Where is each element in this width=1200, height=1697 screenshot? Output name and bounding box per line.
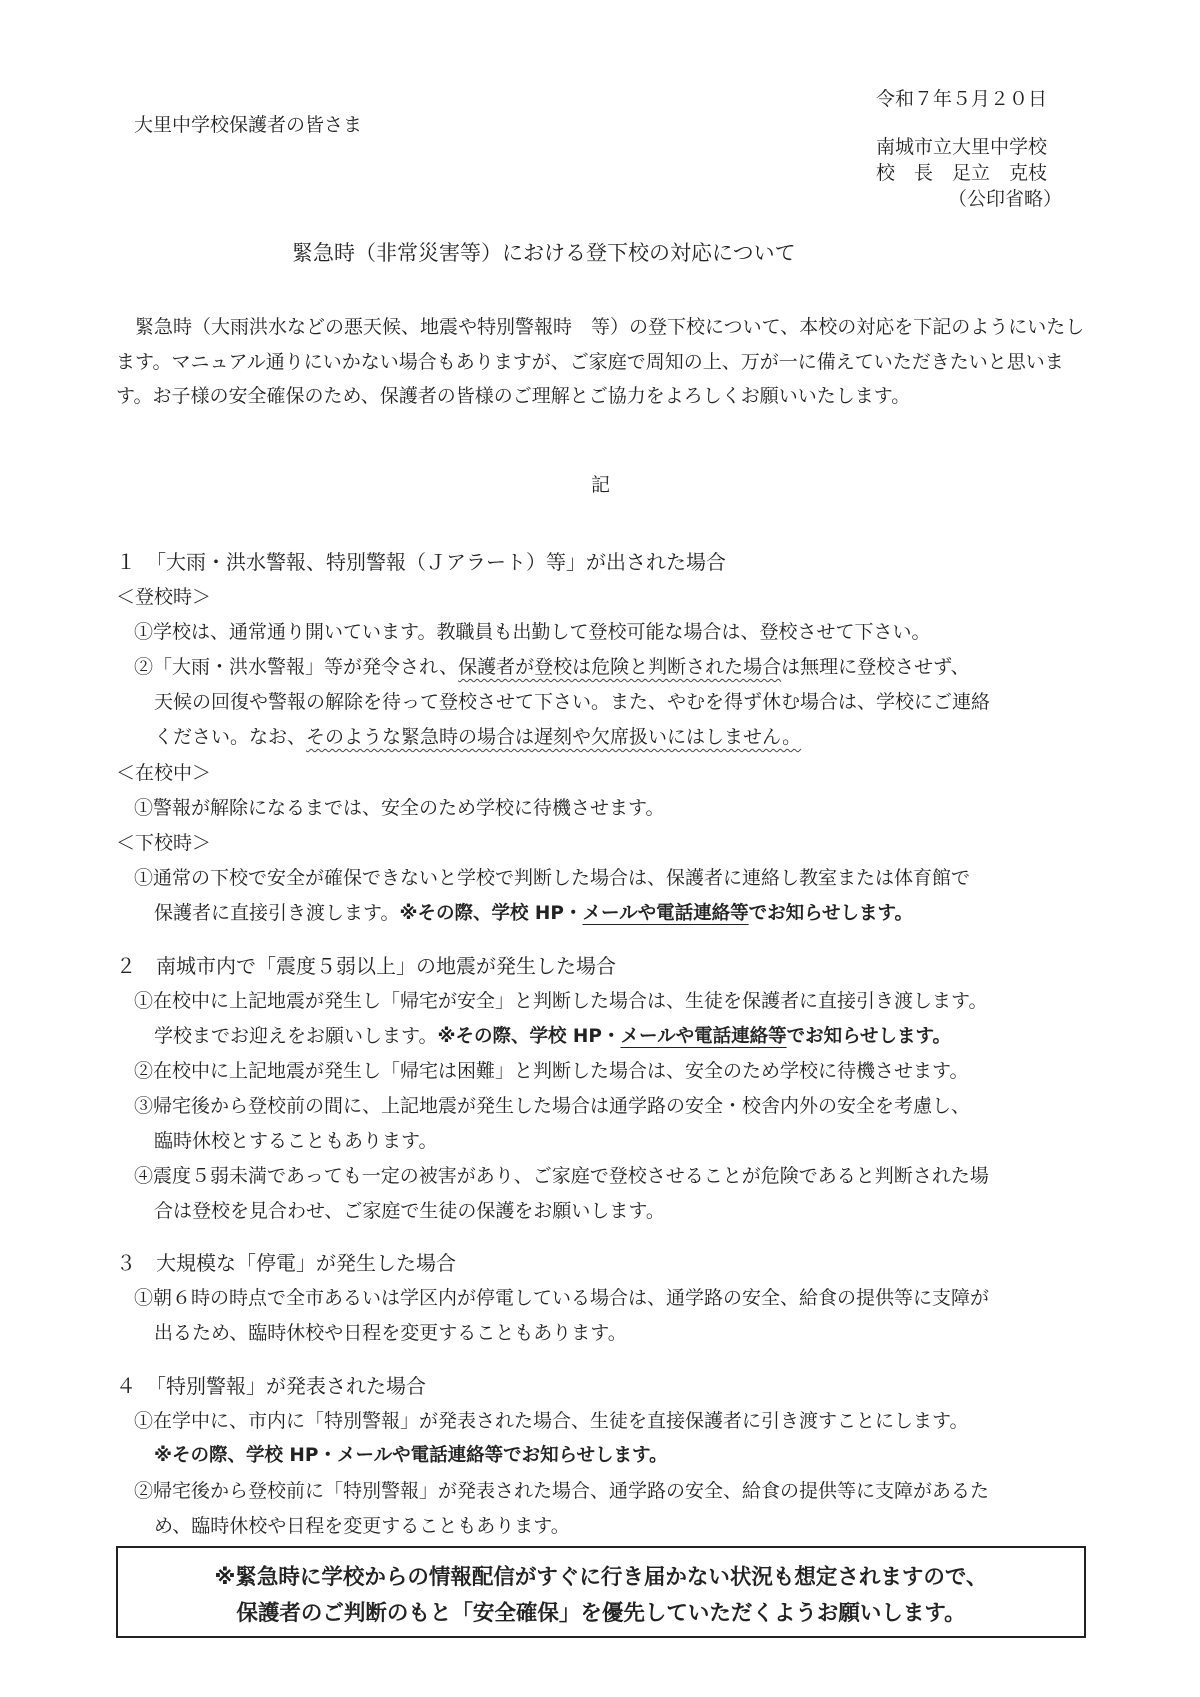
section-2-item-2: ②在校中に上記地震が発生し「帰宅は困難」と判断した場合は、安全のため学校に待機させます。 bbox=[134, 1060, 969, 1082]
section-2-item-1-line-2 bbox=[154, 1021, 951, 1048]
item-text: 学校までお迎えをお願いします。 bbox=[154, 1025, 438, 1047]
section-1-during-item-1: ①警報が解除になるまでは、安全のため学校に待機させます。 bbox=[134, 797, 665, 819]
notice-bold: ※その際、学校 HP・ bbox=[399, 903, 583, 924]
intro-paragraph: 緊急時（大雨洪水などの悪天候、地震や特別警報時 等）の登下校について、本校の対応を下記のようにいたします。マニュアル通りにいかない場合もありますが、ご家庭で周知の上、万が一に備えていただきたいと思います。お子様の安全確保のため、保護者の皆様のご理解とご協力をよろしくお願いいたします。 bbox=[116, 316, 1085, 407]
document-date: 令和７年５月２０日 bbox=[876, 88, 1048, 110]
section-4-item-1-line-2: ※その際、学校 HP・メールや電話連絡等でお知らせします。 bbox=[154, 1445, 668, 1466]
emphasis-wavy: そのような緊急時の場合は遅刻や欠席扱いにはしません。 bbox=[306, 726, 802, 748]
section-1-during-label: ＜在校中＞ bbox=[116, 762, 212, 784]
notice-bold: でお知らせします。 bbox=[786, 1026, 952, 1047]
ki-label: 記 bbox=[591, 474, 611, 496]
emphasis-wavy: 保護者が登校は危険と判断された場合 bbox=[458, 656, 782, 678]
item-text: ②「大雨・洪水警報」等が発令され、 bbox=[134, 656, 459, 678]
section-1-leaving-item-1-line-2 bbox=[154, 898, 913, 925]
item-text: は無理に登校させず、 bbox=[781, 656, 970, 678]
section-1-going-item-2-line-1 bbox=[134, 652, 970, 679]
section-3-item-1-line-2: 出るため、臨時休校や日程を変更することもあります。 bbox=[154, 1322, 627, 1344]
section-3-item-1-line-1: ①朝６時の時点で全市あるいは学区内が停電している場合は、通学路の安全、給食の提供等に支障が bbox=[134, 1287, 990, 1309]
notice-underlined: メールや電話連絡等 bbox=[620, 1026, 787, 1047]
seal-note: （公印省略） bbox=[948, 188, 1063, 210]
section-1-leaving-item-1-line-1: ①通常の下校で安全が確保できないと学校で判断した場合は、保護者に連絡し教室または体育館で bbox=[134, 867, 971, 889]
section-4-heading: ４ 「特別警報」が発表された場合 bbox=[116, 1374, 426, 1398]
section-4-item-1-line-1: ①在学中に、市内に「特別警報」が発表された場合、生徒を直接保護者に引き渡すことにします。 bbox=[134, 1410, 969, 1432]
notice-underlined: メールや電話連絡等 bbox=[582, 903, 749, 924]
section-2-heading: ２ 南城市内で「震度５弱以上」の地震が発生した場合 bbox=[116, 954, 616, 978]
section-1-going-label: ＜登校時＞ bbox=[116, 586, 212, 608]
page-title: 緊急時（非常災害等）における登下校の対応について bbox=[292, 241, 796, 265]
item-text: ください。なお、 bbox=[154, 726, 307, 748]
section-1-heading: １ 「大雨・洪水警報、特別警報（Ｊアラート）等」が出された場合 bbox=[116, 550, 726, 574]
section-1-going-item-1: ①学校は、通常通り開いています。教職員も出勤して登校可能な場合は、登校させて下さい。 bbox=[134, 621, 931, 643]
section-4-item-2-line-2: め、臨時休校や日程を変更することもあります。 bbox=[154, 1515, 570, 1537]
section-2-item-4-line-1: ④震度５弱未満であっても一定の被害があり、ご家庭で登校させることが危険であると判断された場 bbox=[134, 1165, 989, 1187]
section-1-leaving-label: ＜下校時＞ bbox=[116, 832, 212, 854]
section-2-item-3-line-1: ③帰宅後から登校前の間に、上記地震が発生した場合は通学路の安全・校舎内外の安全を考慮し、 bbox=[134, 1095, 971, 1117]
item-text: 保護者に直接引き渡します。 bbox=[154, 902, 400, 924]
notice-line-2: 保護者のご判断のもと「安全確保」を優先していただくようお願いします。 bbox=[236, 1601, 966, 1626]
notice-bold: ※その際、学校 HP・ bbox=[437, 1026, 621, 1047]
principal-name: 校 長 足立 克枝 bbox=[876, 162, 1048, 184]
notice-line-1: ※緊急時に学校からの情報配信がすぐに行き届かない状況も想定されますので、 bbox=[214, 1565, 988, 1590]
section-4-item-2-line-1: ②帰宅後から登校前に「特別警報」が発表された場合、通学路の安全、給食の提供等に支障があるた bbox=[134, 1480, 990, 1502]
section-2-item-3-line-2: 臨時休校とすることもあります。 bbox=[154, 1130, 438, 1152]
section-1-going-item-2-line-3 bbox=[154, 722, 801, 749]
notice-bold: でお知らせします。 bbox=[748, 903, 914, 924]
section-3-heading: ３ 大規模な「停電」が発生した場合 bbox=[116, 1251, 456, 1275]
section-1-going-item-2-line-2: 天候の回復や警報の解除を待って登校させて下さい。また、やむを得ず休む場合は、学校にご連絡 bbox=[154, 691, 991, 713]
school-name: 南城市立大里中学校 bbox=[876, 136, 1048, 158]
recipient: 大里中学校保護者の皆さま bbox=[134, 114, 363, 136]
section-2-item-4-line-2: 合は登校を見合わせ、ご家庭で生徒の保護をお願いします。 bbox=[154, 1200, 665, 1222]
notice-box bbox=[116, 1546, 1086, 1638]
section-2-item-1-line-1: ①在校中に上記地震が発生し「帰宅が安全」と判断した場合は、生徒を保護者に直接引き渡します。 bbox=[134, 990, 988, 1012]
